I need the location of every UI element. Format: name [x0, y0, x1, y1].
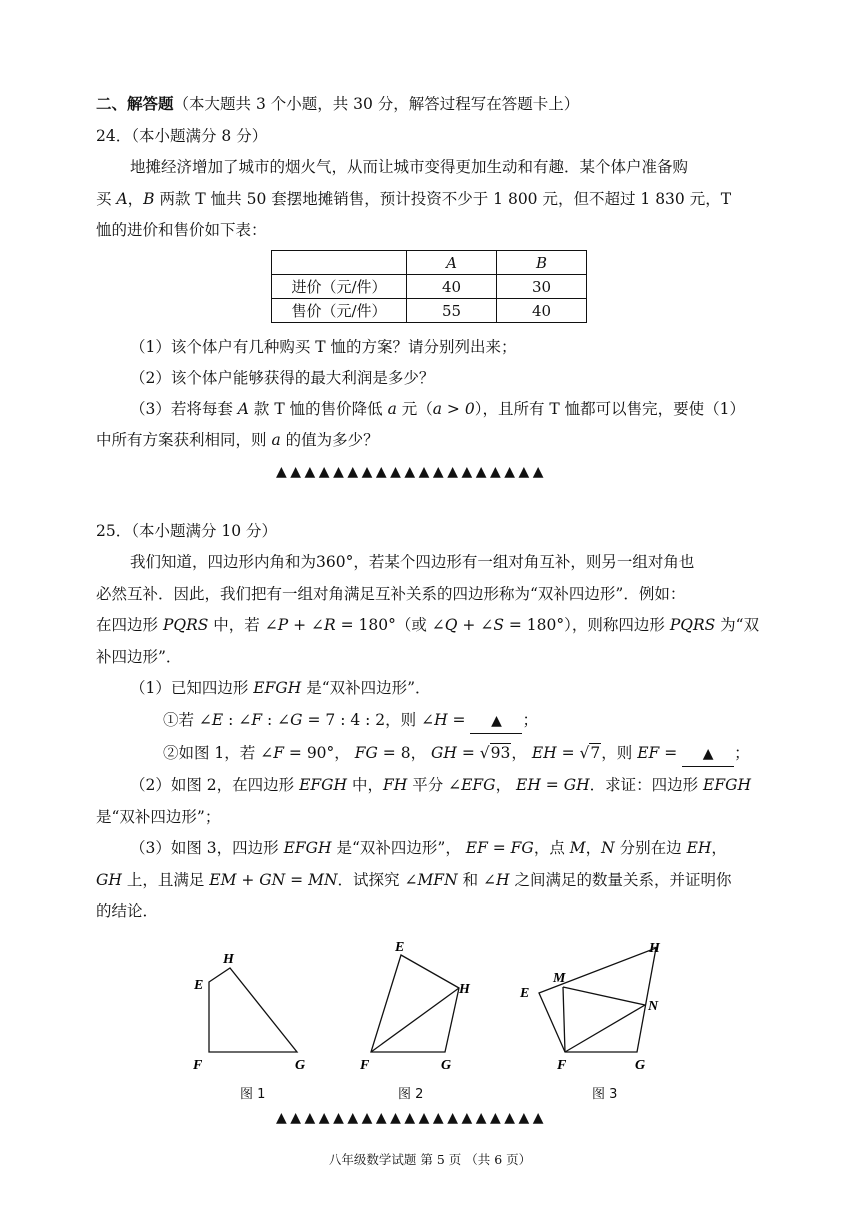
label-e: E: [520, 986, 530, 1001]
table-row: [272, 275, 587, 299]
quadrilateral-efgh: [539, 948, 656, 1052]
q25-subquestion-3-line3: 的结论．: [96, 902, 159, 920]
q25-end-marks: ▲▲▲▲▲▲▲▲▲▲▲▲▲▲▲▲▲▲▲: [276, 1110, 548, 1126]
table-header-cell: A: [407, 251, 497, 275]
table-cell: 55: [407, 299, 497, 323]
quadrilateral-efgh: [209, 968, 297, 1052]
label-m: M: [553, 971, 566, 986]
q25-header: 25．（本小题满分 10 分）: [96, 522, 278, 540]
table-cell: 40: [497, 299, 587, 323]
figure-1-caption: 图 1: [240, 1087, 266, 1102]
q25-subquestion-2-line2: 是“双补四边形”；: [96, 808, 221, 826]
q25-paragraph-line1: 我们知道，四边形内角和为360°，若某个四边形有一组对角互补，则另一组对角也: [130, 553, 695, 571]
answer-blank[interactable]: ▲: [682, 742, 734, 767]
label-f: F: [193, 1058, 203, 1073]
table-cell: 30: [497, 275, 587, 299]
q25-paragraph-line2: 必然互补．因此，我们把有一组对角满足互补关系的四边形称为“双补四边形”．例如：: [96, 585, 686, 603]
q24-subquestion-3-line2: 中所有方案获利相同，则 a 的值为多少？: [96, 431, 379, 449]
section-title: 二、解答题: [96, 94, 174, 113]
q25-subquestion-3-line2: GH 上，且满足 EM + GN = MN．试探究 ∠MFN 和 ∠H 之间满足的数量关系，并证明你: [96, 871, 732, 889]
figure-2: [355, 935, 485, 1080]
table-cell: 售价（元/件）: [272, 299, 407, 323]
quadrilateral-efgh: [371, 955, 459, 1052]
q24-subquestion-1: （1）该个体户有几种购买 T 恤的方案？请分别列出来；: [130, 338, 517, 356]
label-g: G: [441, 1058, 452, 1073]
segment-fm: [563, 987, 565, 1052]
label-e: E: [395, 940, 405, 955]
q25-subquestion-2: （2）如图 2，在四边形 EFGH 中，FH 平分 ∠EFG， EH = GH．求证：四边形 EFGH: [130, 776, 751, 794]
q25-paragraph-line3: 在四边形 PQRS 中，若 ∠P + ∠R = 180°（或 ∠Q + ∠S = 180°），则称四边形 PQRS 为“双: [96, 616, 760, 634]
label-f: F: [360, 1058, 370, 1073]
page-footer: 八年级数学试题 第 5 页 （共 6 页）: [328, 1152, 532, 1167]
table-row: [272, 299, 587, 323]
q25-subquestion-1-2: ②如图 1，若 ∠F = 90°， FG = 8， GH = √93， EH = √7，则 EF = ▲ ；: [163, 741, 750, 767]
q24-paragraph-line1: 地摊经济增加了城市的烟火气，从而让城市变得更加生动和有趣．某个体户准备购: [130, 158, 689, 176]
table-cell: 进价（元/件）: [272, 275, 407, 299]
q24-paragraph-line3: 恤的进价和售价如下表：: [96, 221, 267, 239]
answer-blank[interactable]: ▲: [470, 709, 522, 734]
q24-end-marks: ▲▲▲▲▲▲▲▲▲▲▲▲▲▲▲▲▲▲▲: [276, 464, 548, 480]
q24-subquestion-2: （2）该个体户能够获得的最大利润是多少？: [130, 369, 435, 387]
label-g: G: [635, 1058, 646, 1073]
table-header-cell: B: [497, 251, 587, 275]
q24-paragraph-line2: 买 A，B 两款 T 恤共 50 套摆地摊销售，预计投资不少于 1 800 元，但不超过 1 830 元，T: [96, 190, 732, 208]
table-cell: 40: [407, 275, 497, 299]
q24-header: 24．（本小题满分 8 分）: [96, 127, 268, 145]
label-f: F: [557, 1058, 567, 1073]
figure-1: [185, 935, 320, 1080]
q25-subquestion-1: （1）已知四边形 EFGH 是“双补四边形”．: [130, 679, 431, 697]
table-header-row: [272, 251, 587, 275]
segment-fn: [565, 1005, 645, 1052]
label-h: H: [223, 952, 234, 967]
figure-3: [515, 935, 675, 1080]
label-g: G: [295, 1058, 306, 1073]
label-h: H: [459, 982, 470, 997]
label-n: N: [648, 999, 659, 1014]
table-header-cell: [272, 251, 407, 275]
q25-subquestion-3: （3）如图 3，四边形 EFGH 是“双补四边形”， EF = FG，点 M，N 分别在边 EH，: [130, 839, 727, 857]
price-table: [271, 250, 587, 323]
diagonal-fh: [371, 988, 459, 1052]
q25-subquestion-1-1: ①若 ∠E : ∠F : ∠G = 7 : 4 : 2，则 ∠H = ▲ ；: [163, 708, 538, 734]
label-h: H: [649, 941, 660, 956]
label-e: E: [194, 978, 204, 993]
figure-3-caption: 图 3: [592, 1087, 618, 1102]
section-heading: [96, 92, 579, 116]
segment-mn: [563, 987, 645, 1005]
section-note: （本大题共 3 个小题，共 30 分，解答过程写在答题卡上）: [173, 95, 580, 113]
figure-2-caption: 图 2: [398, 1087, 424, 1102]
q25-paragraph-line4: 补四边形”．: [96, 648, 182, 666]
q24-subquestion-3: （3）若将每套 A 款 T 恤的售价降低 a 元（a > 0），且所有 T 恤都可以售完，要使（1）: [130, 400, 746, 418]
